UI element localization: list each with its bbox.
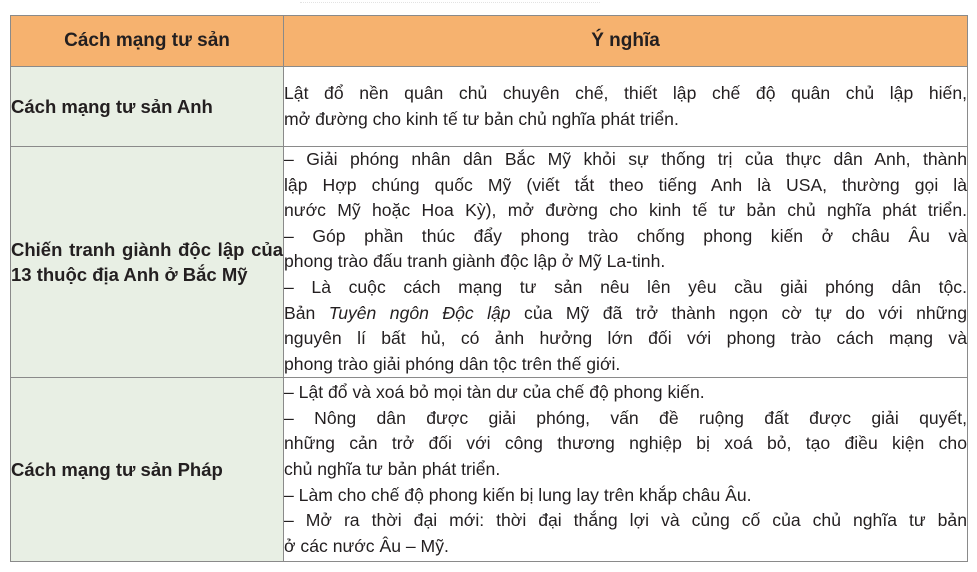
meaning-line: chủ nghĩa tư bản phát triển. (284, 459, 501, 480)
cropped-caption-remnant (300, 0, 600, 3)
meaning-line: mở đường cho kinh tế tư bản chủ nghĩa phát triển. (284, 108, 679, 129)
meaning-line-mixed (284, 301, 967, 327)
meaning-north-america (284, 147, 968, 378)
meaning-line: lập Hợp chúng quốc Mỹ (viết tắt theo tiếng Anh là USA, thường gọi là (284, 174, 967, 195)
table-row (11, 67, 968, 147)
revolution-name-england: Cách mạng tư sản Anh (11, 67, 284, 147)
meaning-line: – Mở ra thời đại mới: thời đại thắng lợi và củng cố của chủ nghĩa tư bản (284, 510, 967, 531)
table-header-row (11, 16, 968, 67)
meaning-line: phong trào giải phóng dân tộc trên thế giới. (284, 353, 621, 374)
meaning-line: những cản trở đối với công thương nghiệp bị xoá bỏ, tạo điều kiện cho (284, 433, 967, 454)
meaning-line: – Làm cho chế độ phong kiến bị lung lay trên khắp châu Âu. (284, 484, 752, 505)
meaning-line: nguyên lí bất hủ, có ảnh hưởng lớn đối với phong trào cách mạng và (284, 328, 967, 349)
meaning-france (284, 378, 968, 562)
meaning-line: – Nông dân được giải phóng, vấn đề ruộng đất được giải quyết, (284, 407, 967, 428)
meaning-text: Bản (284, 302, 329, 323)
revolution-name-france: Cách mạng tư sản Pháp (11, 378, 284, 562)
meaning-line: – Giải phóng nhân dân Bắc Mỹ khỏi sự thống trị của thực dân Anh, thành (284, 149, 967, 169)
meaning-line: – Là cuộc cách mạng tư sản nêu lên yêu cầu giải phóng dân tộc. (284, 276, 967, 297)
meaning-england (284, 67, 968, 147)
meaning-line: phong trào đấu tranh giành độc lập ở Mỹ La-tinh. (284, 251, 666, 272)
meaning-line: – Góp phần thúc đẩy phong trào chống phong kiến ở châu Âu và (284, 225, 967, 246)
meaning-line: ở các nước Âu – Mỹ. (284, 535, 449, 556)
revolution-name-north-america: Chiến tranh giành độc lập của 13 thuộc địa Anh ở Bắc Mỹ (11, 147, 284, 378)
declaration-title: Tuyên ngôn Độc lập (328, 302, 511, 323)
revolutions-meaning-table (10, 15, 968, 562)
header-revolution: Cách mạng tư sản (11, 16, 284, 67)
cropped-caption-strip (0, 0, 977, 8)
meaning-line: nước Mỹ hoặc Hoa Kỳ), mở đường cho kinh tế tư bản chủ nghĩa phát triển. (284, 200, 967, 221)
table-row (11, 378, 968, 562)
table-row (11, 147, 968, 378)
meaning-text: của Mỹ đã trở thành ngọn cờ tự do với những (510, 302, 967, 323)
header-meaning: Ý nghĩa (284, 16, 968, 67)
meaning-line: – Lật đổ và xoá bỏ mọi tàn dư của chế độ phong kiến. (284, 382, 705, 403)
meaning-line: Lật đổ nền quân chủ chuyên chế, thiết lập chế độ quân chủ lập hiến, (284, 82, 967, 103)
